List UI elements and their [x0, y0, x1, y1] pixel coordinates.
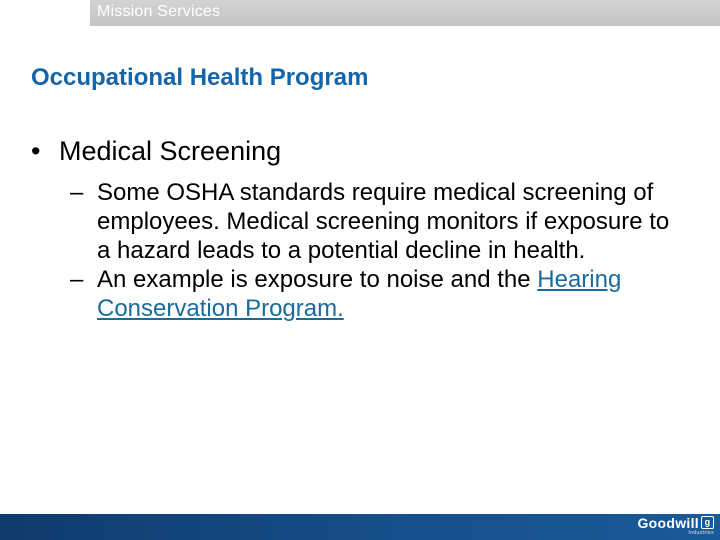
- hearing-conservation-link[interactable]: Hearing Conservation Program.: [97, 266, 622, 322]
- header-bar: [0, 0, 720, 26]
- goodwill-logo: [637, 516, 714, 537]
- footer-bar: [0, 514, 720, 540]
- logo-wordmark: Goodwill g: [637, 516, 714, 530]
- bullet-dot-icon: •: [31, 136, 41, 166]
- sub-bullet-list: [70, 178, 670, 323]
- dash-icon: –: [70, 179, 84, 206]
- section-label: Mission Services: [97, 3, 221, 20]
- sub-bullet-item: [70, 265, 670, 323]
- sub-bullet-text: Some OSHA standards require medical screening of employees. Medical screening monitors if exposure to a hazard leads to a potential decline in health.: [97, 179, 670, 264]
- bullet-item: [31, 136, 281, 167]
- bullet-text: Medical Screening: [59, 136, 282, 166]
- dash-icon: –: [70, 266, 84, 293]
- goodwill-smile-icon: g: [701, 516, 714, 529]
- logo-tagline: Industries: [688, 530, 714, 536]
- sub-bullet-text: An example is exposure to noise and the: [97, 266, 538, 293]
- slide-title: Occupational Health Program: [31, 64, 369, 91]
- sub-bullet-item: [70, 178, 670, 265]
